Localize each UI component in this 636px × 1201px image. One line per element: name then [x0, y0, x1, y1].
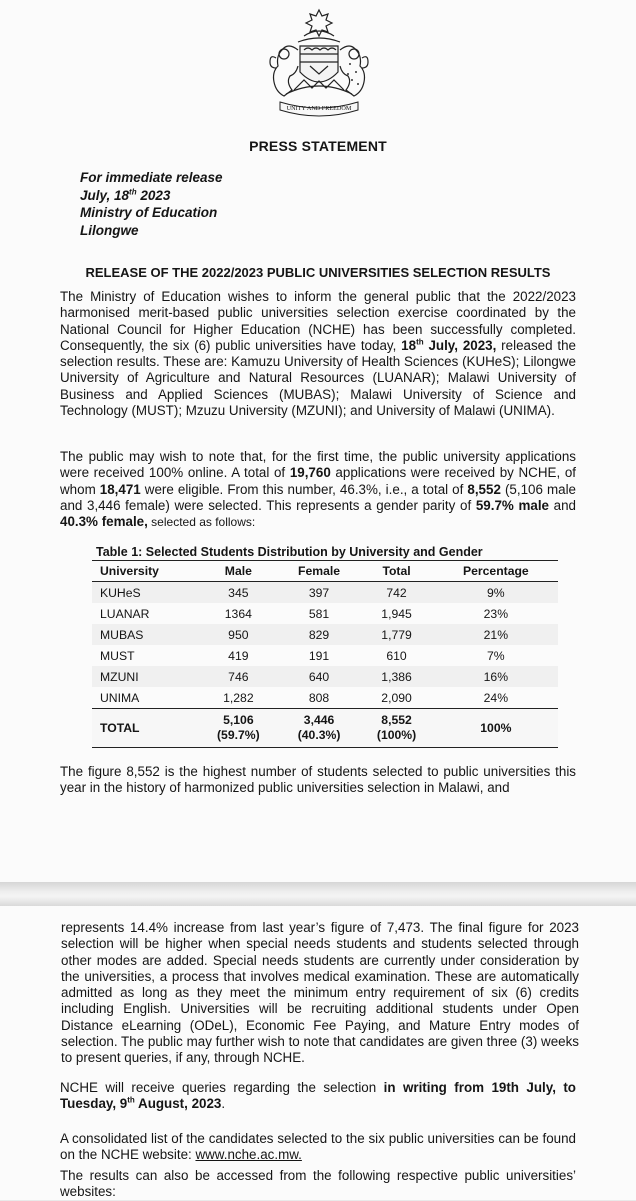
cell-percentage: 9% — [487, 585, 505, 600]
cell-female: 191 — [308, 648, 330, 663]
cell-total: 1,779 — [381, 627, 412, 642]
total-percentage: 100% — [434, 709, 558, 748]
document-page-2 — [0, 906, 636, 1200]
cell-percentage: 7% — [487, 648, 505, 663]
crest-motto: UNITY AND FREEDOM — [286, 105, 352, 112]
table-total-row — [92, 709, 558, 748]
table-row — [92, 624, 558, 645]
table-header-row — [92, 561, 558, 582]
table-row — [92, 666, 558, 687]
paragraph-increase: represents 14.4% increase from last year’s figure of 7,473. The final figure for 2023 selection will be higher when special needs students and students selected through other modes are added. Special needs students are currently under consideration by the universities, a process that involves medical examination. These are automatically admitted as long as they meet the minimum entry requirement of six (6) credits including English. Universities will be recruiting additional students under Open Distance eLearning (ODeL), Economic Fee Paying, and Mature Entry modes of selection. The public may further wish to note that candidates are given three (3) weeks to present queries, if any, through NCHE. — [61, 920, 579, 1066]
cell-male: 950 — [228, 627, 249, 642]
cell-total: 742 — [386, 585, 407, 600]
release-line: For immediate release — [80, 170, 223, 185]
cell-male: 1,282 — [223, 690, 254, 705]
cell-female: 397 — [308, 585, 330, 600]
city-name: Lilongwe — [80, 222, 139, 238]
cell-university: MUST — [100, 648, 135, 663]
paragraph-highest-figure: The figure 8,552 is the highest number of students selected to public universities this year in the history of harmonized public universities selection in Malawi, and — [60, 764, 576, 796]
cell-female: 808 — [308, 690, 330, 705]
cell-university: UNIMA — [100, 690, 140, 705]
table-row — [92, 603, 558, 624]
header-total: Total — [359, 561, 433, 582]
page-gap-divider — [0, 882, 636, 906]
table-row — [92, 687, 558, 709]
cell-female: 829 — [308, 627, 330, 642]
header-percentage: Percentage — [434, 561, 558, 582]
cell-total: 1,945 — [381, 606, 412, 621]
cell-male: 419 — [228, 648, 249, 663]
header-female: Female — [279, 561, 360, 582]
total-label: TOTAL — [92, 709, 198, 748]
release-date: July, 18th 2023 — [80, 187, 171, 203]
cell-percentage: 21% — [483, 627, 509, 642]
header-university: University — [92, 561, 198, 582]
coat-of-arms-emblem — [258, 6, 380, 118]
release-info-block — [80, 169, 223, 239]
paragraph-consolidated-list: A consolidated list of the candidates selected to the six public universities can be found on the NCHE website: www.nche.ac.mw. — [60, 1131, 576, 1163]
total-total: 8,552 (100%) — [359, 709, 433, 748]
cell-total: 2,090 — [381, 690, 412, 705]
cell-female: 640 — [308, 669, 330, 684]
cell-percentage: 23% — [483, 606, 509, 621]
cell-total: 1,386 — [381, 669, 412, 684]
press-statement-heading: PRESS STATEMENT — [249, 138, 387, 154]
cell-male: 746 — [228, 669, 249, 684]
ministry-name: Ministry of Education — [80, 205, 218, 220]
nche-website-link[interactable]: www.nche.ac.mw. — [195, 1147, 302, 1163]
paragraph-applications: The public may wish to note that, for the first time, the public university applications were received 100% online. A total of 19,760 applications were received by NCHE, of whom 18,471 were eligible. From this number, 46.3%, i.e., a total of 8,552 (5,106 male and 3,446 female) were selected. This represents a gender parity of 59.7% male and 40.3% female, selected as follows: — [60, 449, 576, 530]
cell-university: LUANAR — [100, 606, 150, 621]
paragraph-intro: The Ministry of Education wishes to inform the general public that the 2022/2023 harmonised merit-based public universities selection exercise coordinated by the National Council for Higher Education (NCHE) has been successfully completed. Consequently, the six (6) public universities have today, 18th July, 2023, released the selection results. These are: Kamuzu University of Health Sciences (KUHeS); Lilongwe University of Agriculture and Natural Resources (LUANAR); Malawi University of Business and Applied Sciences (MUBAS); Malawi University of Science and Technology (MUST); Mzuzu University (MZUNI); and University of Malawi (UNIMA). — [60, 289, 576, 419]
table-caption: Table 1: Selected Students Distribution by University and Gender — [96, 545, 483, 559]
total-female: 3,446 (40.3%) — [279, 709, 360, 748]
cell-female: 581 — [308, 606, 330, 621]
cell-university: MUBAS — [100, 627, 144, 642]
paragraph-university-websites: The results can also be accessed from the following respective public universities’ websites: — [60, 1168, 576, 1200]
header-male: Male — [198, 561, 279, 582]
cell-total: 610 — [386, 648, 407, 663]
cell-male: 345 — [228, 585, 249, 600]
selection-table — [92, 560, 558, 748]
table-row — [92, 645, 558, 666]
paragraph-queries: NCHE will receive queries regarding the selection in writing from 19th July, to Tuesday, 9th August, 2023. — [60, 1080, 576, 1112]
total-male: 5,106 (59.7%) — [198, 709, 279, 748]
cell-university: MZUNI — [100, 669, 139, 684]
release-headline: RELEASE OF THE 2022/2023 PUBLIC UNIVERSITIES SELECTION RESULTS — [85, 265, 551, 280]
table-row — [92, 582, 558, 604]
cell-male: 1364 — [224, 606, 252, 621]
cell-university: KUHeS — [100, 585, 141, 600]
cell-percentage: 24% — [483, 690, 509, 705]
cell-percentage: 16% — [483, 669, 509, 684]
